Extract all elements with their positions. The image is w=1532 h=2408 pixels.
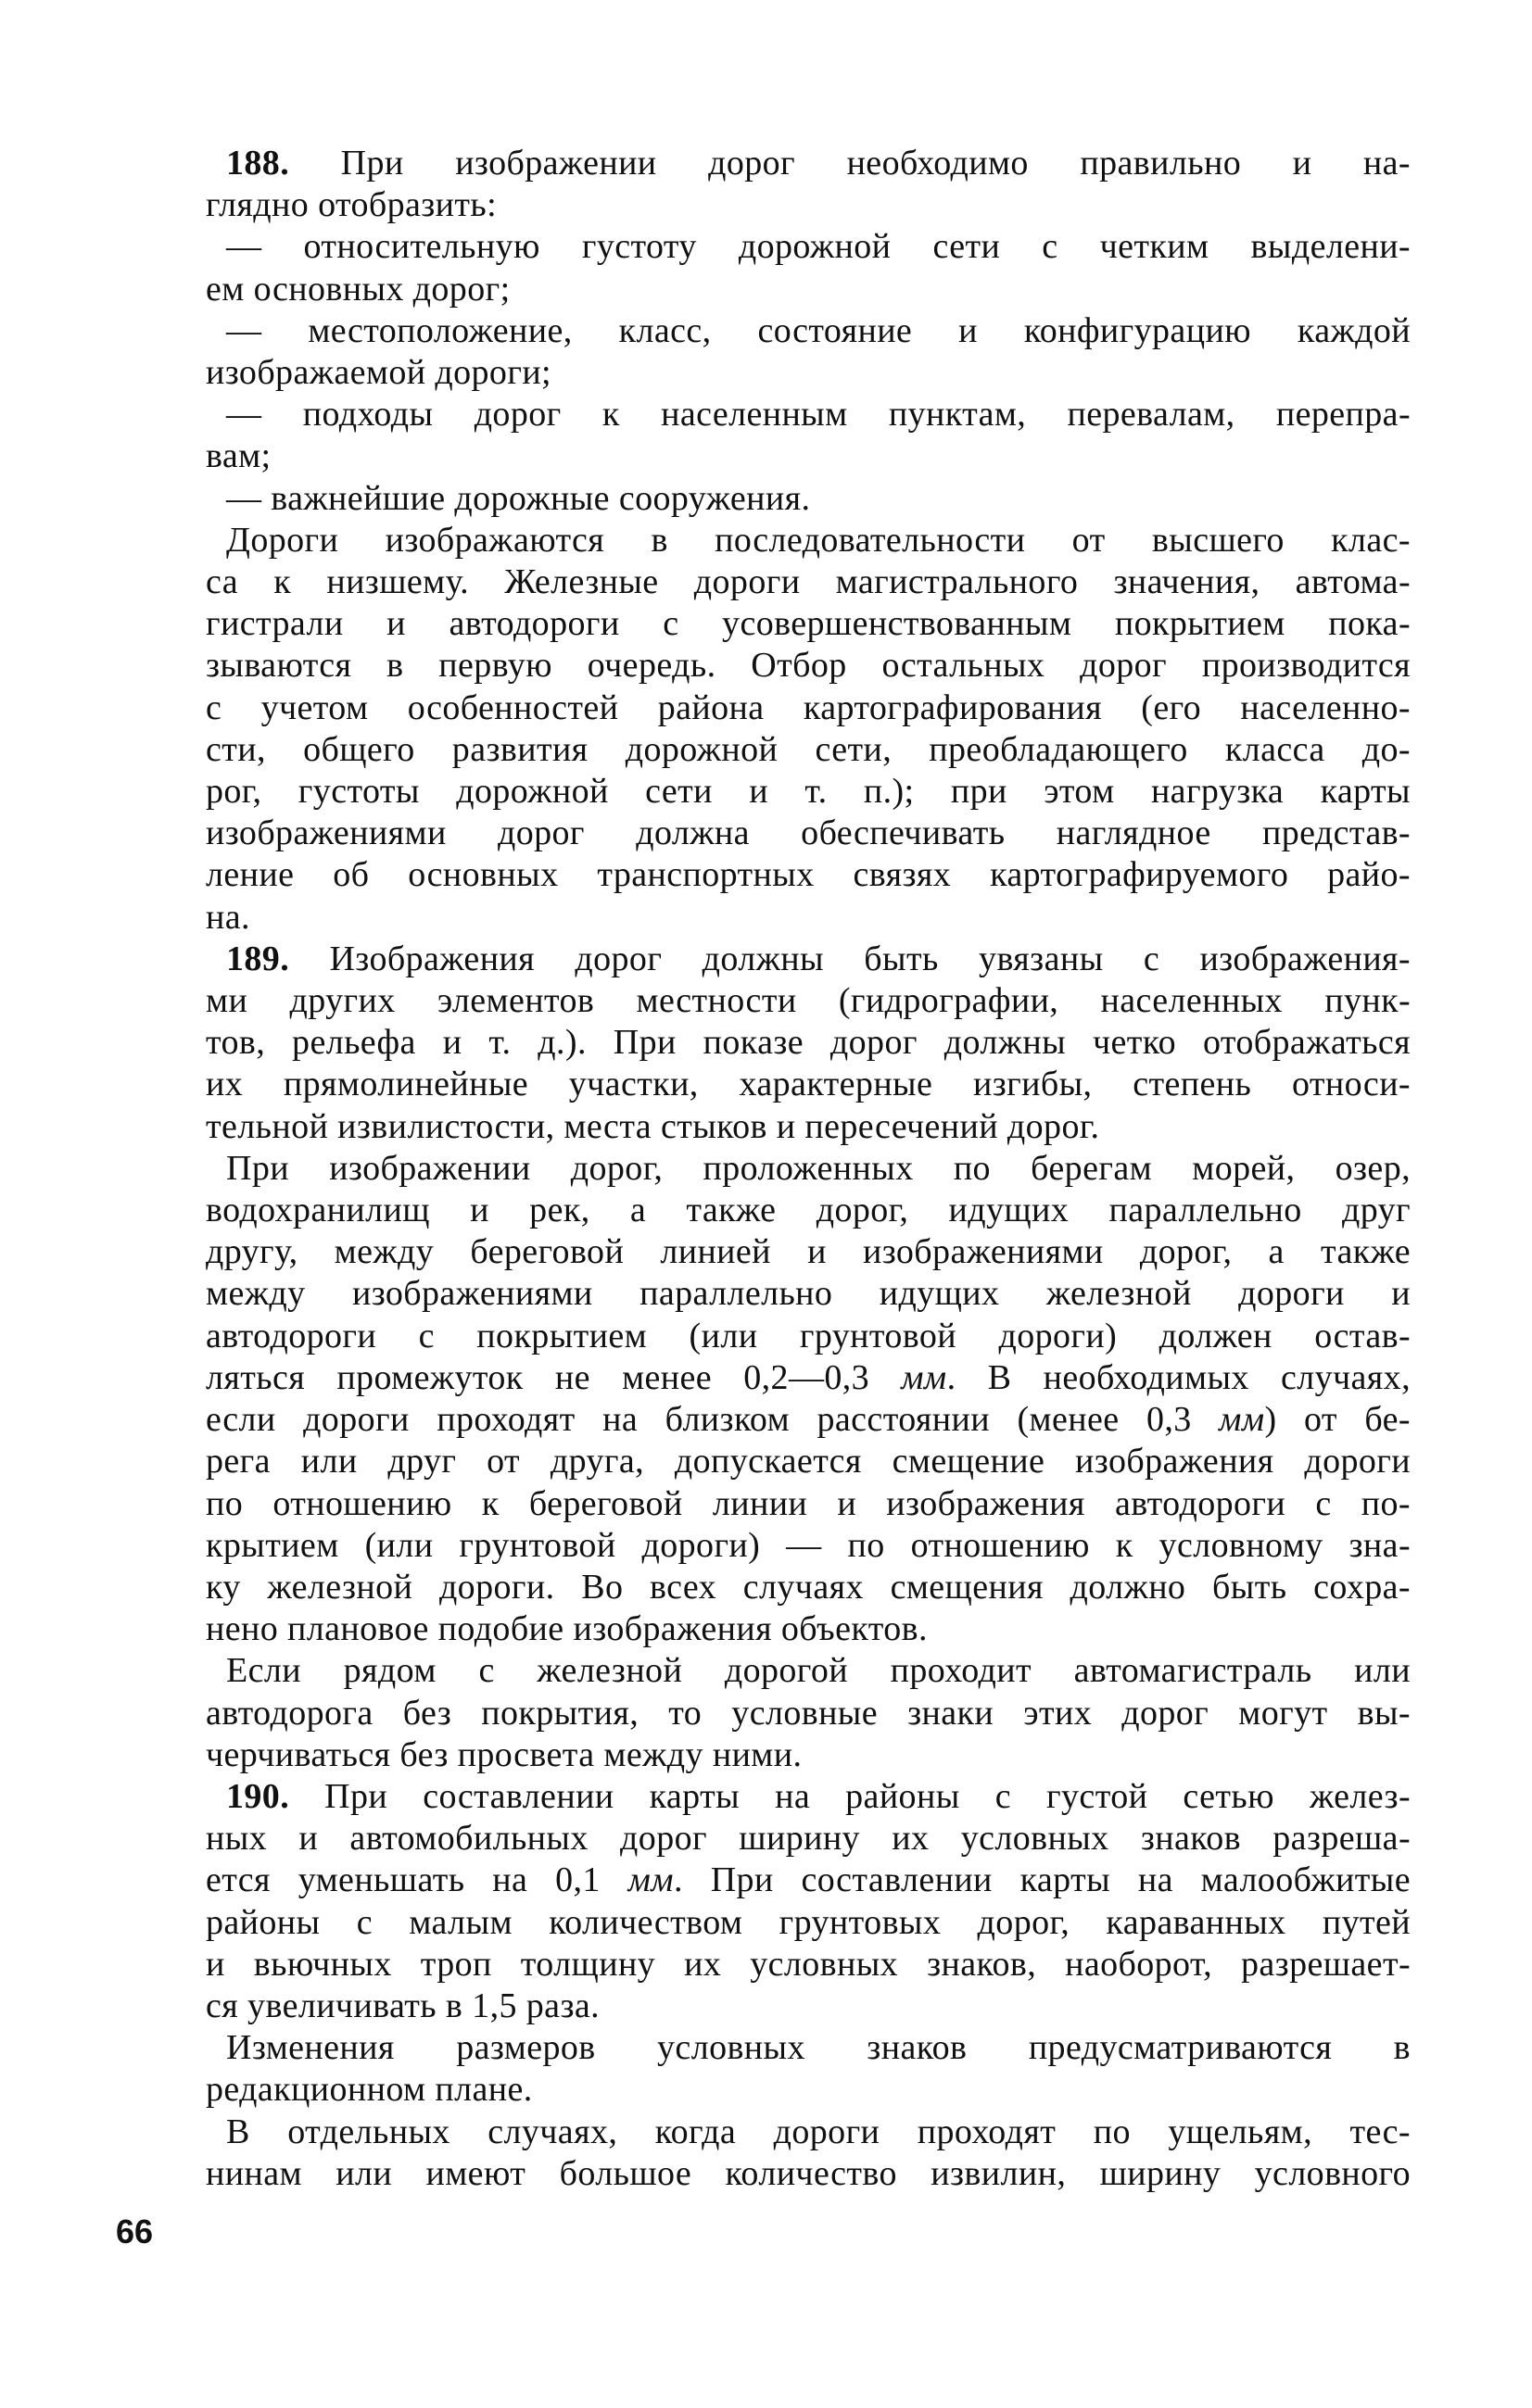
text-line: Изменения размеров условных знаков предусматриваются в: [226, 2028, 1411, 2068]
text-line: их прямолинейные участки, характерные изгибы, степень относи-: [206, 1065, 1411, 1104]
text-line: ся увеличивать в 1,5 раза.: [206, 1986, 601, 2025]
text-line: тельной извилистости, места стыков и пересечений дорог.: [206, 1106, 1100, 1146]
text-line: черчиваться без просвета между ними.: [206, 1734, 803, 1774]
paragraph-number: 189.: [226, 939, 290, 978]
line-text: Изображения дорог должны быть увязаны с изображения-: [289, 939, 1411, 978]
text-line: изображаемой дороги;: [206, 353, 552, 393]
text-line: автодорога без покрытия, то условные знаки этих дорог могут вы-: [206, 1693, 1411, 1733]
text-line: тов, рельефа и т. д.). При показе дорог должны четко отображаться: [206, 1023, 1411, 1063]
text-line: Дороги изображаются в последовательности от высшего клас-: [226, 520, 1411, 560]
text-line: [206, 1357, 1411, 1399]
text-line: изображениями дорог должна обеспечивать наглядное представ-: [206, 813, 1411, 853]
text-line: [206, 939, 1411, 980]
text-line: ных и автомобильных дорог ширину их условных знаков разреша-: [206, 1819, 1411, 1859]
unit-mm: мм: [901, 1357, 947, 1397]
text-line: Если рядом с железной дорогой проходит автомагистраль или: [226, 1651, 1411, 1691]
text-line: вам;: [206, 436, 272, 476]
text-line: на.: [206, 897, 250, 937]
text-line: редакционном плане.: [206, 2070, 533, 2110]
text-line: рега или друг от друга, допускается смещение изображения дороги: [206, 1442, 1411, 1481]
text-line: [206, 1860, 1411, 1901]
text-line: рог, густоты дорожной сети и т. п.); при этом нагрузка карты: [206, 772, 1411, 812]
text-line: [206, 1776, 1411, 1818]
unit-mm: мм: [627, 1860, 674, 1900]
text-line: автодороги с покрытием (или грунтовой дороги) должен остав-: [206, 1316, 1411, 1355]
text-line: другу, между береговой линией и изображениями дорог, а также: [206, 1232, 1411, 1272]
text-line: ление об основных транспортных связях картографируемого райо-: [206, 855, 1411, 895]
line-text: ляться промежуток не менее 0,2—0,3: [206, 1357, 902, 1397]
text-line: между изображениями параллельно идущих железной дороги и: [206, 1274, 1411, 1314]
line-text: . При составлении карты на малообжитые: [673, 1860, 1411, 1900]
line-text: ) от бе-: [1264, 1400, 1411, 1440]
text-line: крытием (или грунтовой дороги) — по отношению к условному зна-: [206, 1525, 1411, 1565]
text-line: зываются в первую очередь. Отбор остальных дорог производится: [206, 646, 1411, 686]
text-line: — местоположение, класс, состояние и конфигурацию каждой: [226, 310, 1411, 350]
paragraph-number: 188.: [226, 144, 290, 183]
text-line: В отдельных случаях, когда дороги проходят по ущельям, тес-: [226, 2112, 1411, 2151]
text-line: по отношению к береговой линии и изображения автодороги с по-: [206, 1483, 1411, 1523]
text-line: с учетом особенностей района картографирования (его населенно-: [206, 687, 1411, 727]
page-body: [206, 143, 1411, 2195]
text-line: нено плановое подобие изображения объектов.: [206, 1609, 928, 1649]
line-text: При составлении карты на районы с густой сетью желез-: [289, 1776, 1411, 1816]
line-text: При изображении дорог необходимо правильно и на-: [289, 144, 1411, 183]
text-line: — относительную густоту дорожной сети с четким выделени-: [226, 227, 1411, 267]
text-line: — подходы дорог к населенным пунктам, перевалам, перепра-: [226, 395, 1411, 435]
line-text: . В необходимых случаях,: [946, 1357, 1411, 1397]
text-line: ми других элементов местности (гидрографии, населенных пунк-: [206, 981, 1411, 1021]
text-line: При изображении дорог, проложенных по берегам морей, озер,: [226, 1148, 1411, 1188]
text-line: ку железной дороги. Во всех случаях смещения должно быть сохра-: [206, 1567, 1411, 1607]
text-line: глядно отобразить:: [206, 185, 498, 225]
page-number: 66: [116, 2213, 154, 2250]
text-line: водохранилищ и рек, а также дорог, идущих параллельно друг: [206, 1191, 1411, 1230]
text-line: и вьючных троп толщину их условных знаков, наоборот, разрешает-: [206, 1944, 1411, 1984]
paragraph-number: 190.: [226, 1776, 290, 1816]
text-line: гистрали и автодороги с усовершенствованным покрытием пока-: [206, 604, 1411, 644]
text-line: са к низшему. Железные дороги магистрального значения, автома-: [206, 562, 1411, 602]
line-text: ется уменьшать на 0,1: [206, 1860, 628, 1900]
text-line: [206, 143, 1411, 184]
text-line: сти, общего развития дорожной сети, преобладающего класса до-: [206, 729, 1411, 769]
unit-mm: мм: [1219, 1400, 1265, 1440]
text-line: районы с малым количеством грунтовых дорог, караванных путей: [206, 1902, 1411, 1942]
text-line: ем основных дорог;: [206, 269, 511, 309]
text-line: — важнейшие дорожные сооружения.: [226, 478, 811, 518]
text-line: нинам или имеют большое количество извилин, ширину условного: [206, 2153, 1411, 2193]
line-text: если дороги проходят на близком расстоянии (менее 0,3: [206, 1400, 1220, 1440]
text-line: [206, 1399, 1411, 1441]
